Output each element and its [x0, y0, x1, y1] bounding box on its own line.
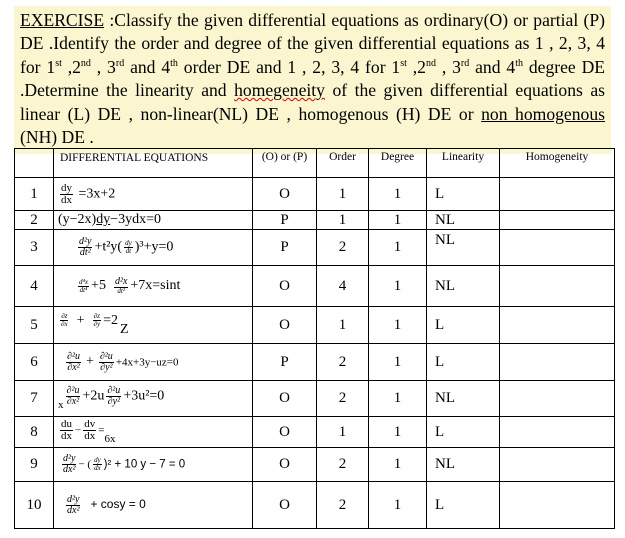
degree-cell: 1: [369, 344, 427, 381]
instructions-text: , 3: [435, 56, 461, 77]
numerator: dy: [125, 239, 132, 247]
type-cell: P: [253, 230, 317, 266]
fraction: [114, 277, 128, 295]
superscript: nd: [425, 57, 436, 69]
order-cell: 2: [317, 381, 369, 417]
fraction: [93, 457, 102, 472]
order-cell: 2: [317, 448, 369, 482]
type-cell: P: [253, 211, 317, 230]
type-cell: O: [253, 307, 317, 344]
linearity-cell: L: [427, 307, 500, 344]
equation-text: =3x+2: [75, 186, 116, 202]
linearity-cell: L: [427, 482, 500, 529]
table-row: [15, 230, 615, 266]
homogeneity-cell: [500, 266, 615, 307]
fraction: [60, 183, 73, 206]
superscript: st: [400, 57, 407, 69]
denominator: dx: [94, 464, 101, 472]
numerator: ∂²u: [66, 385, 80, 397]
equation-text: dy: [96, 212, 111, 227]
homogeneity-cell: [500, 178, 615, 211]
equation-text: 6x: [104, 432, 116, 445]
fraction: [66, 352, 81, 373]
row-number: 10: [15, 482, 54, 529]
instructions-text: (NH) DE .: [20, 127, 94, 148]
equation-text: − (: [78, 458, 92, 471]
type-cell: O: [253, 482, 317, 529]
denominator: ∂y²: [107, 396, 121, 408]
numerator: ∂z: [93, 311, 100, 320]
equation-cell: [54, 211, 253, 230]
linearity-cell: L: [427, 178, 500, 211]
denominator: dx: [84, 430, 96, 443]
equation-text: −: [75, 424, 82, 437]
denominator: dx²: [63, 464, 76, 475]
superscript: rd: [460, 57, 470, 69]
non-homogenous-word: non homogenous: [481, 103, 605, 124]
instructions-text: of the given differential equations as linear (L) DE , non-linear(NL) DE , homogenous (H) DE or: [20, 80, 605, 124]
row-number: 5: [15, 307, 54, 344]
denominator: ∂x²: [66, 396, 80, 408]
homogeneity-cell: [500, 417, 615, 448]
instructions-paragraph: [20, 9, 605, 149]
equation-text: )² + 10 y − 7 = 0: [103, 458, 186, 471]
denominator: dx²: [67, 504, 80, 516]
equation-text: =: [98, 424, 105, 437]
numerator: du: [61, 418, 72, 431]
degree-cell: 1: [369, 266, 427, 307]
equation-text: +7x=sint: [130, 278, 181, 294]
equation-text: (y−2x): [58, 212, 97, 227]
fraction: [92, 313, 101, 328]
equation-text: +: [76, 312, 85, 328]
table-row: [15, 448, 615, 482]
row-number: 3: [15, 230, 54, 266]
linearity-cell: NL: [427, 211, 500, 230]
equation-cell: [54, 448, 253, 482]
denominator: dx: [61, 193, 72, 206]
numerator: dv: [84, 418, 96, 431]
fraction: [83, 419, 96, 442]
equation-text: Z: [119, 321, 129, 337]
equation-text: +2u: [82, 388, 105, 404]
superscript: th: [170, 57, 178, 69]
superscript: st: [55, 57, 62, 69]
instructions-text: :Classify the given differential equations as ordinary(O) or partial (P) DE .Identify the order and degree of the given differential equations as 1 , 2, 3, 4 for 1: [20, 10, 605, 77]
numerator: dy: [61, 181, 72, 194]
row-number: 2: [15, 211, 54, 230]
denominator: ∂x: [61, 319, 68, 328]
equation-text: +5: [91, 278, 106, 294]
numerator: d²y: [67, 493, 80, 505]
denominator: ∂y²: [100, 361, 113, 373]
numerator: d⁴x: [79, 277, 89, 286]
equation-text: x: [58, 398, 64, 411]
homogeneity-cell: [500, 211, 615, 230]
row-number: 1: [15, 178, 54, 211]
table-row: [15, 417, 615, 448]
table-row: [15, 381, 615, 417]
degree-cell: 1: [369, 230, 427, 266]
order-cell: 2: [317, 344, 369, 381]
classification-table: [14, 148, 615, 529]
numerator: ∂²u: [67, 350, 80, 362]
fraction: [66, 386, 81, 407]
order-cell: 4: [317, 266, 369, 307]
equation-text: +: [85, 354, 94, 370]
degree-cell: 1: [369, 417, 427, 448]
homogeneity-word: homegeneity: [234, 80, 325, 101]
equation-text: −3ydx=0: [110, 212, 162, 227]
instructions-text: ,2: [61, 56, 81, 77]
degree-cell: 1: [369, 307, 427, 344]
equation-cell: [54, 417, 253, 448]
table-header-row: [15, 149, 615, 178]
equation-cell: [54, 266, 253, 307]
denominator: dt²: [117, 287, 125, 295]
header-linearity: Linearity: [427, 149, 500, 178]
denominator: ∂y: [93, 319, 101, 328]
table-row: [15, 482, 615, 529]
table-row: [15, 178, 615, 211]
linearity-cell: L: [427, 344, 500, 381]
instructions-text: and 4: [469, 56, 516, 77]
equation-text: +t²y(: [94, 239, 123, 255]
equation-cell: [54, 344, 253, 381]
homogeneity-cell: [500, 344, 615, 381]
homogeneity-cell: [500, 448, 615, 482]
row-number: 9: [15, 448, 54, 482]
fraction: [78, 237, 92, 258]
fraction: [106, 386, 121, 407]
instructions-text: ,2: [406, 56, 426, 77]
header-type: (O) or (P): [253, 149, 317, 178]
exercise-instructions: [14, 6, 611, 154]
order-cell: 1: [317, 307, 369, 344]
type-cell: P: [253, 344, 317, 381]
type-cell: O: [253, 448, 317, 482]
denominator: dx: [61, 430, 72, 443]
order-cell: 2: [317, 230, 369, 266]
row-number: 4: [15, 266, 54, 307]
equation-cell: [54, 230, 253, 266]
instructions-text: order DE and 1 , 2, 3, 4 for 1: [177, 56, 401, 77]
equation-cell: [54, 307, 253, 344]
fraction: [62, 454, 76, 475]
fraction: [60, 419, 73, 442]
type-cell: O: [253, 381, 317, 417]
header-number: [15, 149, 54, 178]
row-number: 8: [15, 417, 54, 448]
degree-cell: 1: [369, 211, 427, 230]
equation-text: +3u²=0: [123, 388, 165, 404]
denominator: dt⁴: [79, 285, 88, 294]
linearity-cell: L: [427, 417, 500, 448]
table-row: [15, 211, 615, 230]
numerator: d²y: [79, 236, 92, 247]
superscript: th: [515, 57, 523, 69]
linearity-cell: NL: [427, 381, 500, 417]
denominator: dt: [125, 247, 132, 255]
numerator: ∂²u: [107, 385, 121, 397]
homogeneity-cell: [500, 230, 615, 266]
instructions-text: , 3: [90, 56, 116, 77]
numerator: d²y: [63, 453, 76, 464]
degree-cell: 1: [369, 178, 427, 211]
instructions-text: and 4: [124, 56, 171, 77]
type-cell: O: [253, 417, 317, 448]
homogeneity-cell: [500, 381, 615, 417]
instructions-text: degree DE .Determine the linearity and: [20, 56, 606, 101]
type-cell: O: [253, 266, 317, 307]
fraction: [66, 495, 80, 516]
table-row: [15, 266, 615, 307]
degree-cell: 1: [369, 381, 427, 417]
header-homogeneity: Homogeneity: [500, 149, 615, 178]
type-cell: O: [253, 178, 317, 211]
equation-text: =2: [103, 312, 118, 328]
fraction: [78, 279, 89, 294]
denominator: dt²: [79, 247, 91, 258]
equation-cell: [54, 482, 253, 529]
order-cell: 1: [317, 211, 369, 230]
degree-cell: 1: [369, 448, 427, 482]
table-row: [15, 344, 615, 381]
superscript: rd: [115, 57, 125, 69]
linearity-cell: NL: [427, 266, 500, 307]
equation-cell: [54, 381, 253, 417]
row-number: 7: [15, 381, 54, 417]
linearity-cell: NL: [427, 230, 500, 266]
header-order: Order: [317, 149, 369, 178]
numerator: dy: [94, 456, 101, 464]
fraction: [124, 240, 133, 255]
equation-text: + cosy = 0: [90, 497, 146, 512]
linearity-cell: NL: [427, 448, 500, 482]
row-number: 6: [15, 344, 54, 381]
table-row: [15, 307, 615, 344]
order-cell: 1: [317, 417, 369, 448]
equation-cell: [54, 178, 253, 211]
homogeneity-cell: [500, 482, 615, 529]
exercise-label: EXERCISE: [20, 10, 105, 30]
degree-cell: 1: [369, 482, 427, 529]
numerator: d²x: [114, 276, 128, 287]
header-equations: DIFFERENTIAL EQUATIONS: [54, 149, 253, 178]
numerator: ∂z: [61, 311, 68, 320]
fraction: [99, 352, 114, 373]
denominator: ∂x²: [67, 361, 80, 373]
equation-text: +4x+3y−uz=0: [115, 356, 179, 369]
numerator: ∂²u: [99, 350, 113, 362]
superscript: nd: [80, 57, 91, 69]
fraction: [60, 313, 69, 328]
header-degree: Degree: [369, 149, 427, 178]
order-cell: 2: [317, 482, 369, 529]
homogeneity-cell: [500, 307, 615, 344]
order-cell: 1: [317, 178, 369, 211]
equation-text: )³+y=0: [134, 239, 174, 255]
